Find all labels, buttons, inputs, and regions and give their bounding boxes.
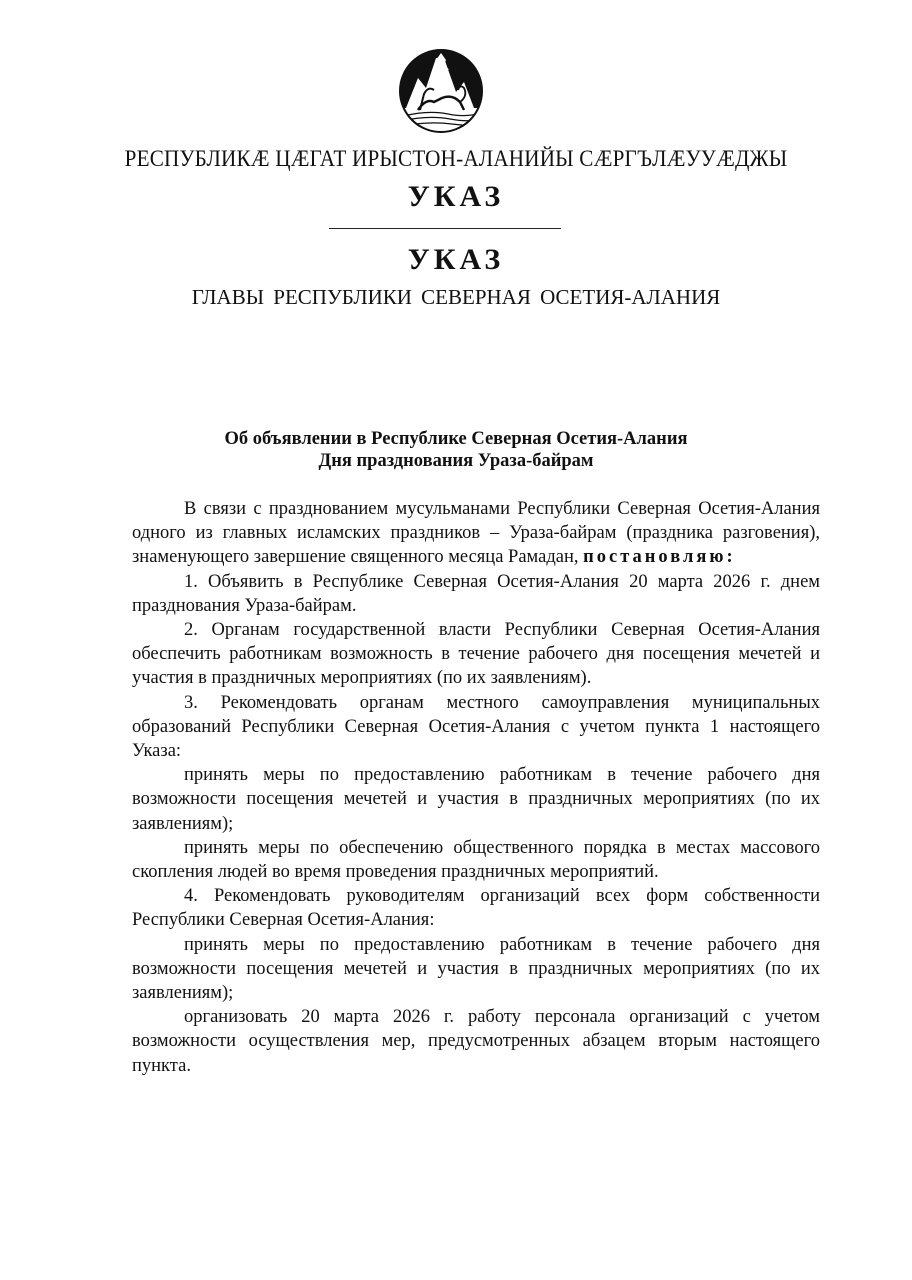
decree-word: постановляю: <box>583 547 736 568</box>
russian-header: ГЛАВЫ РЕСПУБЛИКИ СЕВЕРНАЯ ОСЕТИЯ-АЛАНИЯ <box>191 285 721 309</box>
coat-of-arms-emblem <box>398 48 484 134</box>
item-4-subparagraph-a: принять меры по предоставлению работникам в течение рабочего дня возможности посещения мечетей и участия в праздничных мероприятиях (по их заявлениям); <box>132 934 820 1004</box>
decree-title-line2: Дня празднования Ураза-байрам <box>318 451 594 471</box>
item-3-subparagraph-b: принять меры по обеспечению общественного порядка в местах массового скопления людей во время проведения праздничных мероприятий. <box>132 837 820 883</box>
decree-title-line1: Об объявлении в Республике Северная Осетия-Алания <box>224 429 688 449</box>
decree-heading-russian: УКАЗ <box>407 243 505 276</box>
item-4: 4. Рекомендовать руководителям организаций всех форм собственности Республики Северная Осетия-Алания: <box>132 886 820 931</box>
item-1: 1. Объявить в Республике Северная Осетия-Алания 20 марта 2026 г. днем празднования Ураза-байрам. <box>132 571 820 616</box>
ossetian-header: РЕСПУБЛИКӔ ЦӔГАТ ИРЫСТОН-АЛАНИЙЫ СӔРГЪЛӔУУӔДЖЫ <box>124 146 788 171</box>
decree-title <box>0 428 912 472</box>
header-divider <box>329 228 561 229</box>
item-3: 3. Рекомендовать органам местного самоуправления муниципальных образований Республики Северная Осетия-Алания с учетом пункта 1 настоящего Указа: <box>132 692 820 762</box>
item-2: 2. Органам государственной власти Республики Северная Осетия-Алания обеспечить работникам возможность в течение рабочего дня посещения мечетей и участия в праздничных мероприятиях (по их заявлениям). <box>132 620 820 689</box>
item-3-subparagraph-a: принять меры по предоставлению работникам в течение рабочего дня возможности посещения мечетей и участия в праздничных мероприятиях (по их заявлениям); <box>132 765 820 834</box>
item-4-subparagraph-b: организовать 20 марта 2026 г. работу персонала организаций с учетом возможности осуществления мер, предусмотренных абзацем вторым настоящего пункта. <box>132 1007 820 1076</box>
preamble-paragraph <box>132 497 820 570</box>
preamble-text: В связи с празднованием мусульманами Республики Северная Осетия-Алания одного из главных исламских праздников – Ураза-байрам (праздника разговения), знаменующего завершение священного месяца Рамадан, <box>132 499 820 568</box>
coat-of-arms-icon <box>398 48 484 134</box>
decree-heading-ossetian: УКАЗ <box>407 180 505 213</box>
decree-body <box>132 497 820 1078</box>
